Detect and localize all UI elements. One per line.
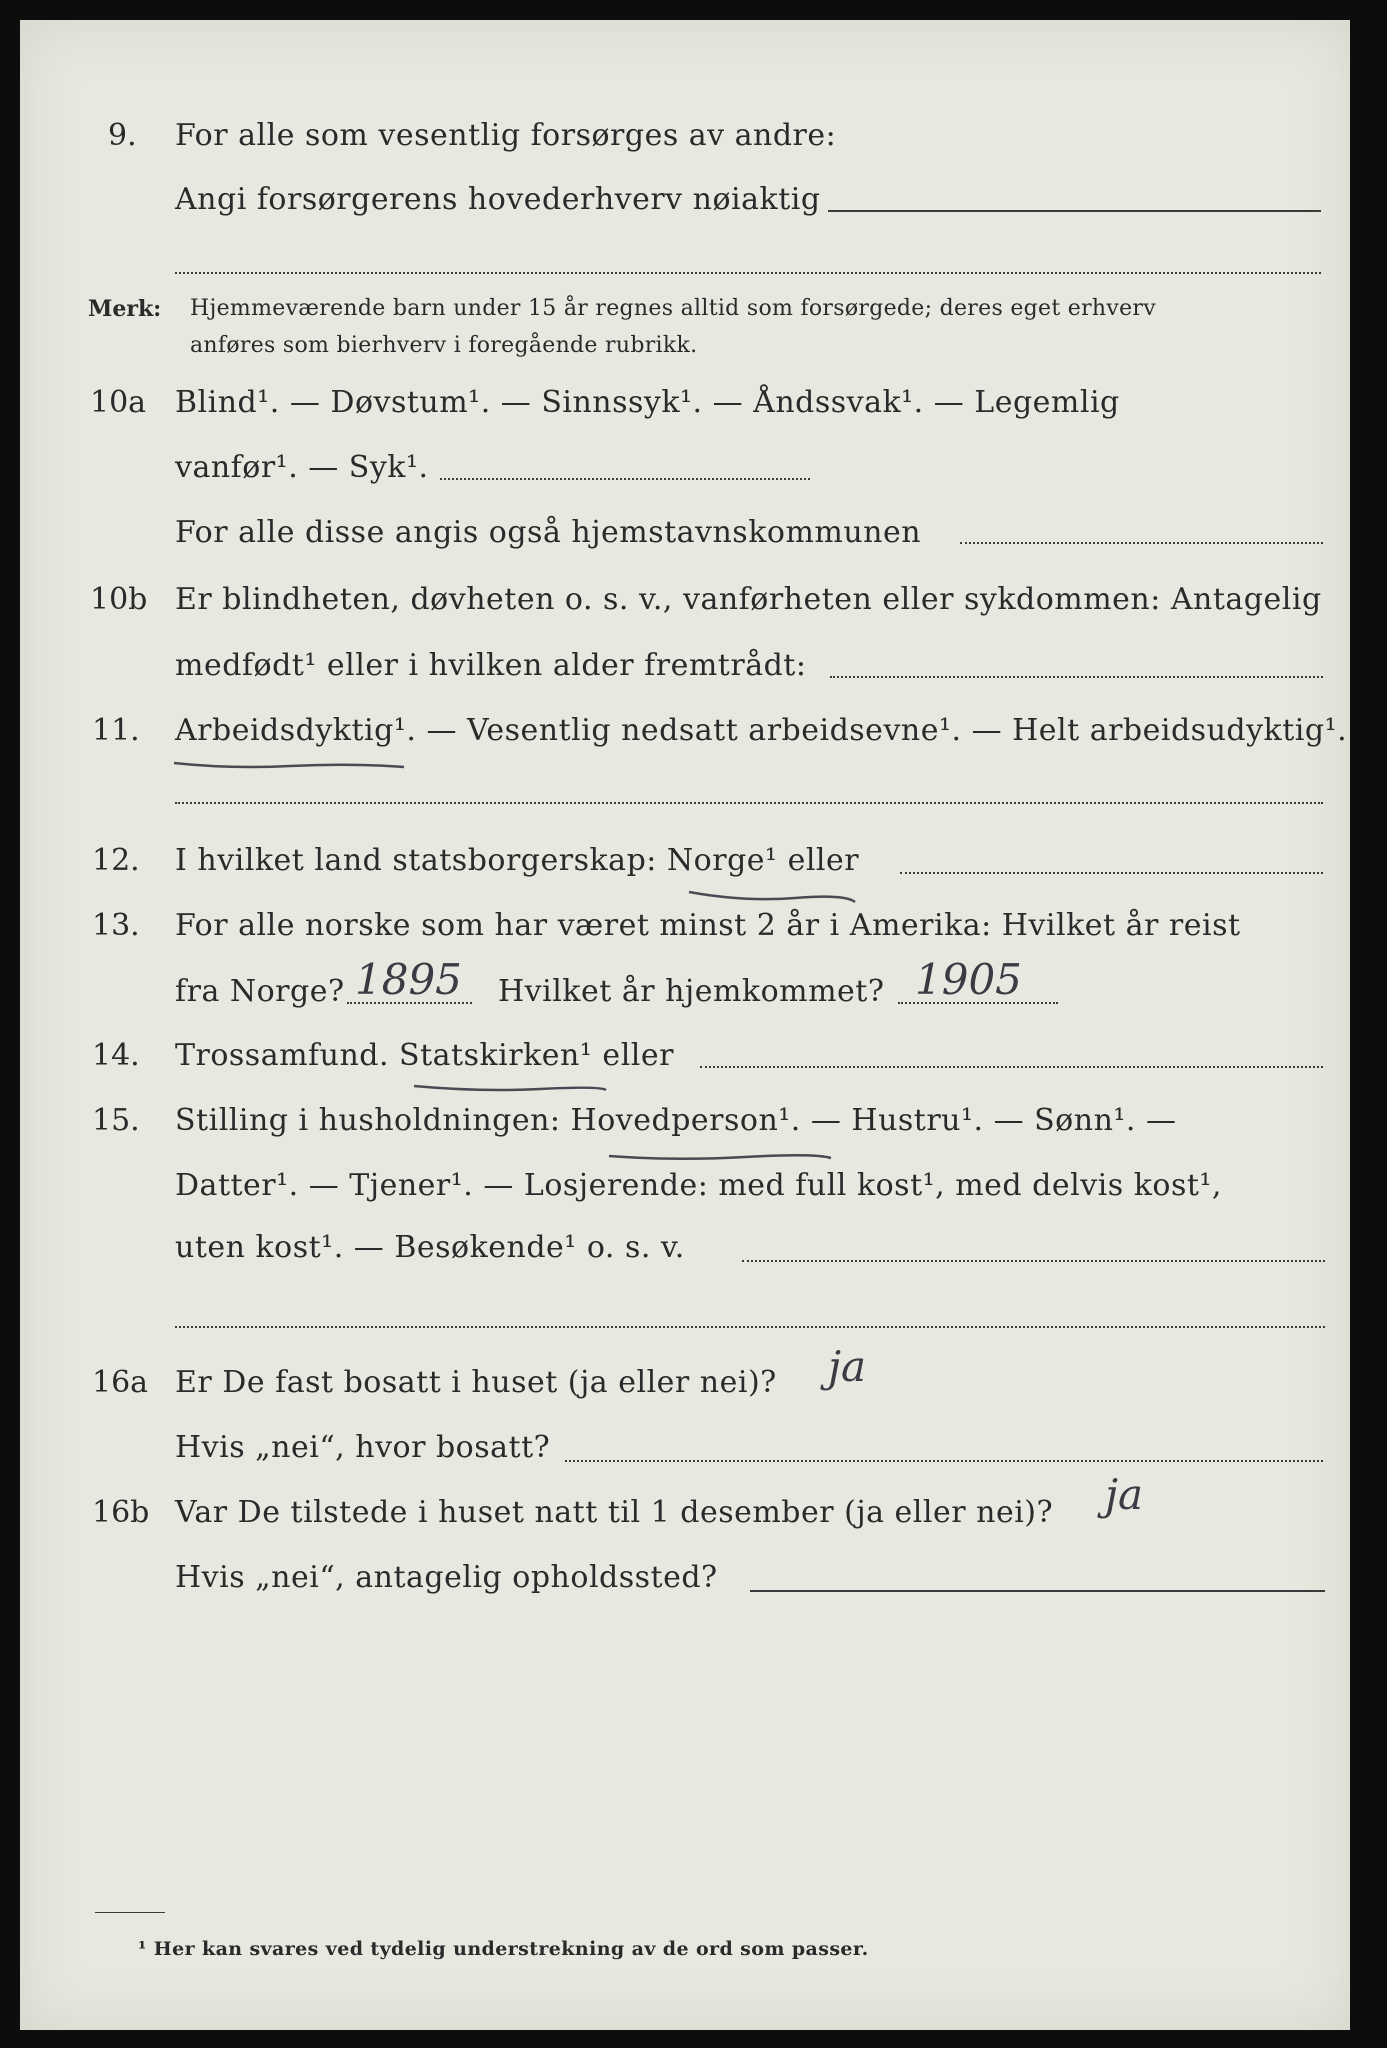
- q12-line1: I hvilket land statsborgerskap: Norge¹ eller: [175, 843, 860, 878]
- q16a-handwritten-answer: ja: [828, 1342, 867, 1391]
- q15-answer-line-2: [175, 1326, 1325, 1328]
- q13-line2-label: fra Norge?: [175, 974, 345, 1009]
- footnote-text: ¹ Her kan svares ved tydelig understrekning av de ord som passer.: [138, 1938, 869, 1960]
- q11-number: 11.: [92, 713, 140, 748]
- q10b-answer-line: [830, 676, 1323, 678]
- q16b-line2: Hvis „nei“, antagelig opholdssted?: [175, 1560, 718, 1595]
- q16b-line1: Var De tilstede i huset natt til 1 desember (ja eller nei)?: [175, 1495, 1054, 1530]
- q16a-number: 16a: [92, 1365, 149, 1400]
- q10a-line3: For alle disse angis også hjemstavnskommunen: [175, 515, 922, 550]
- q12-number: 12.: [92, 843, 140, 878]
- q11-answer-line: [175, 802, 1323, 804]
- q10b-line1: Er blindheten, døvheten o. s. v., vanførheten eller sykdommen: Antagelig: [175, 582, 1322, 617]
- q13-number: 13.: [92, 908, 140, 943]
- q10b-line2: medfødt¹ eller i hvilken alder fremtrådt:: [175, 648, 807, 683]
- q14-answer-line: [700, 1066, 1323, 1068]
- q9-line2: Angi forsørgerens hovederhverv nøiaktig: [175, 182, 821, 217]
- q9-number: 9.: [108, 118, 137, 153]
- q15-handwritten-underline: [605, 1148, 835, 1166]
- q10a-number: 10a: [90, 385, 147, 420]
- q15-answer-line: [742, 1260, 1325, 1262]
- q10a-answer-line-2: [960, 542, 1323, 544]
- q9-answer-line: [828, 210, 1321, 212]
- q10b-number: 10b: [90, 582, 148, 617]
- q9-line1: For alle som vesentlig forsørges av andre:: [175, 118, 837, 153]
- q16b-answer-line: [750, 1590, 1325, 1592]
- q15-line1: Stilling i husholdningen: Hovedperson¹. — Hustru¹. — Sønn¹. —: [175, 1103, 1177, 1138]
- census-form-page: [20, 20, 1350, 2030]
- q16a-line1: Er De fast bosatt i huset (ja eller nei)?: [175, 1365, 777, 1400]
- q15-number: 15.: [92, 1103, 140, 1138]
- q10a-line1: Blind¹. — Døvstum¹. — Sinnssyk¹. — Åndssvak¹. — Legemlig: [175, 385, 1120, 420]
- q9-answer-line-2: [175, 272, 1321, 274]
- q13-handwritten-year-left: 1895: [355, 955, 462, 1004]
- q10a-answer-line: [440, 478, 810, 480]
- q16b-number: 16b: [92, 1495, 150, 1530]
- q11-handwritten-underline: [170, 755, 410, 775]
- q15-line2: Datter¹. — Tjener¹. — Losjerende: med full kost¹, med delvis kost¹,: [175, 1168, 1222, 1203]
- q16a-line2: Hvis „nei“, hvor bosatt?: [175, 1430, 551, 1465]
- q13-handwritten-year-right: 1905: [915, 955, 1022, 1004]
- q11-line1: Arbeidsdyktig¹. — Vesentlig nedsatt arbeidsevne¹. — Helt arbeidsudyktig¹.: [175, 713, 1348, 748]
- q13-line1: For alle norske som har været minst 2 år i Amerika: Hvilket år reist: [175, 908, 1241, 943]
- q16b-handwritten-answer: ja: [1105, 1470, 1144, 1519]
- note-line2: anføres som bierhverv i foregående rubrikk.: [190, 333, 698, 358]
- note-line1: Hjemmeværende barn under 15 år regnes alltid som forsørgede; deres eget erhverv: [190, 296, 1156, 321]
- q14-line1: Trossamfund. Statskirken¹ eller: [175, 1038, 674, 1073]
- footnote-rule: [95, 1912, 165, 1913]
- note-label: Merk:: [88, 296, 162, 322]
- q15-line3: uten kost¹. — Besøkende¹ o. s. v.: [175, 1230, 685, 1265]
- q14-number: 14.: [92, 1038, 140, 1073]
- q12-answer-line: [900, 872, 1323, 874]
- q16a-answer-line: [565, 1460, 1323, 1462]
- q13-line2-label-2: Hvilket år hjemkommet?: [498, 974, 885, 1009]
- q10a-line2: vanfør¹. — Syk¹.: [175, 450, 429, 485]
- q14-handwritten-underline: [410, 1080, 610, 1098]
- q12-handwritten-underline: [685, 886, 860, 908]
